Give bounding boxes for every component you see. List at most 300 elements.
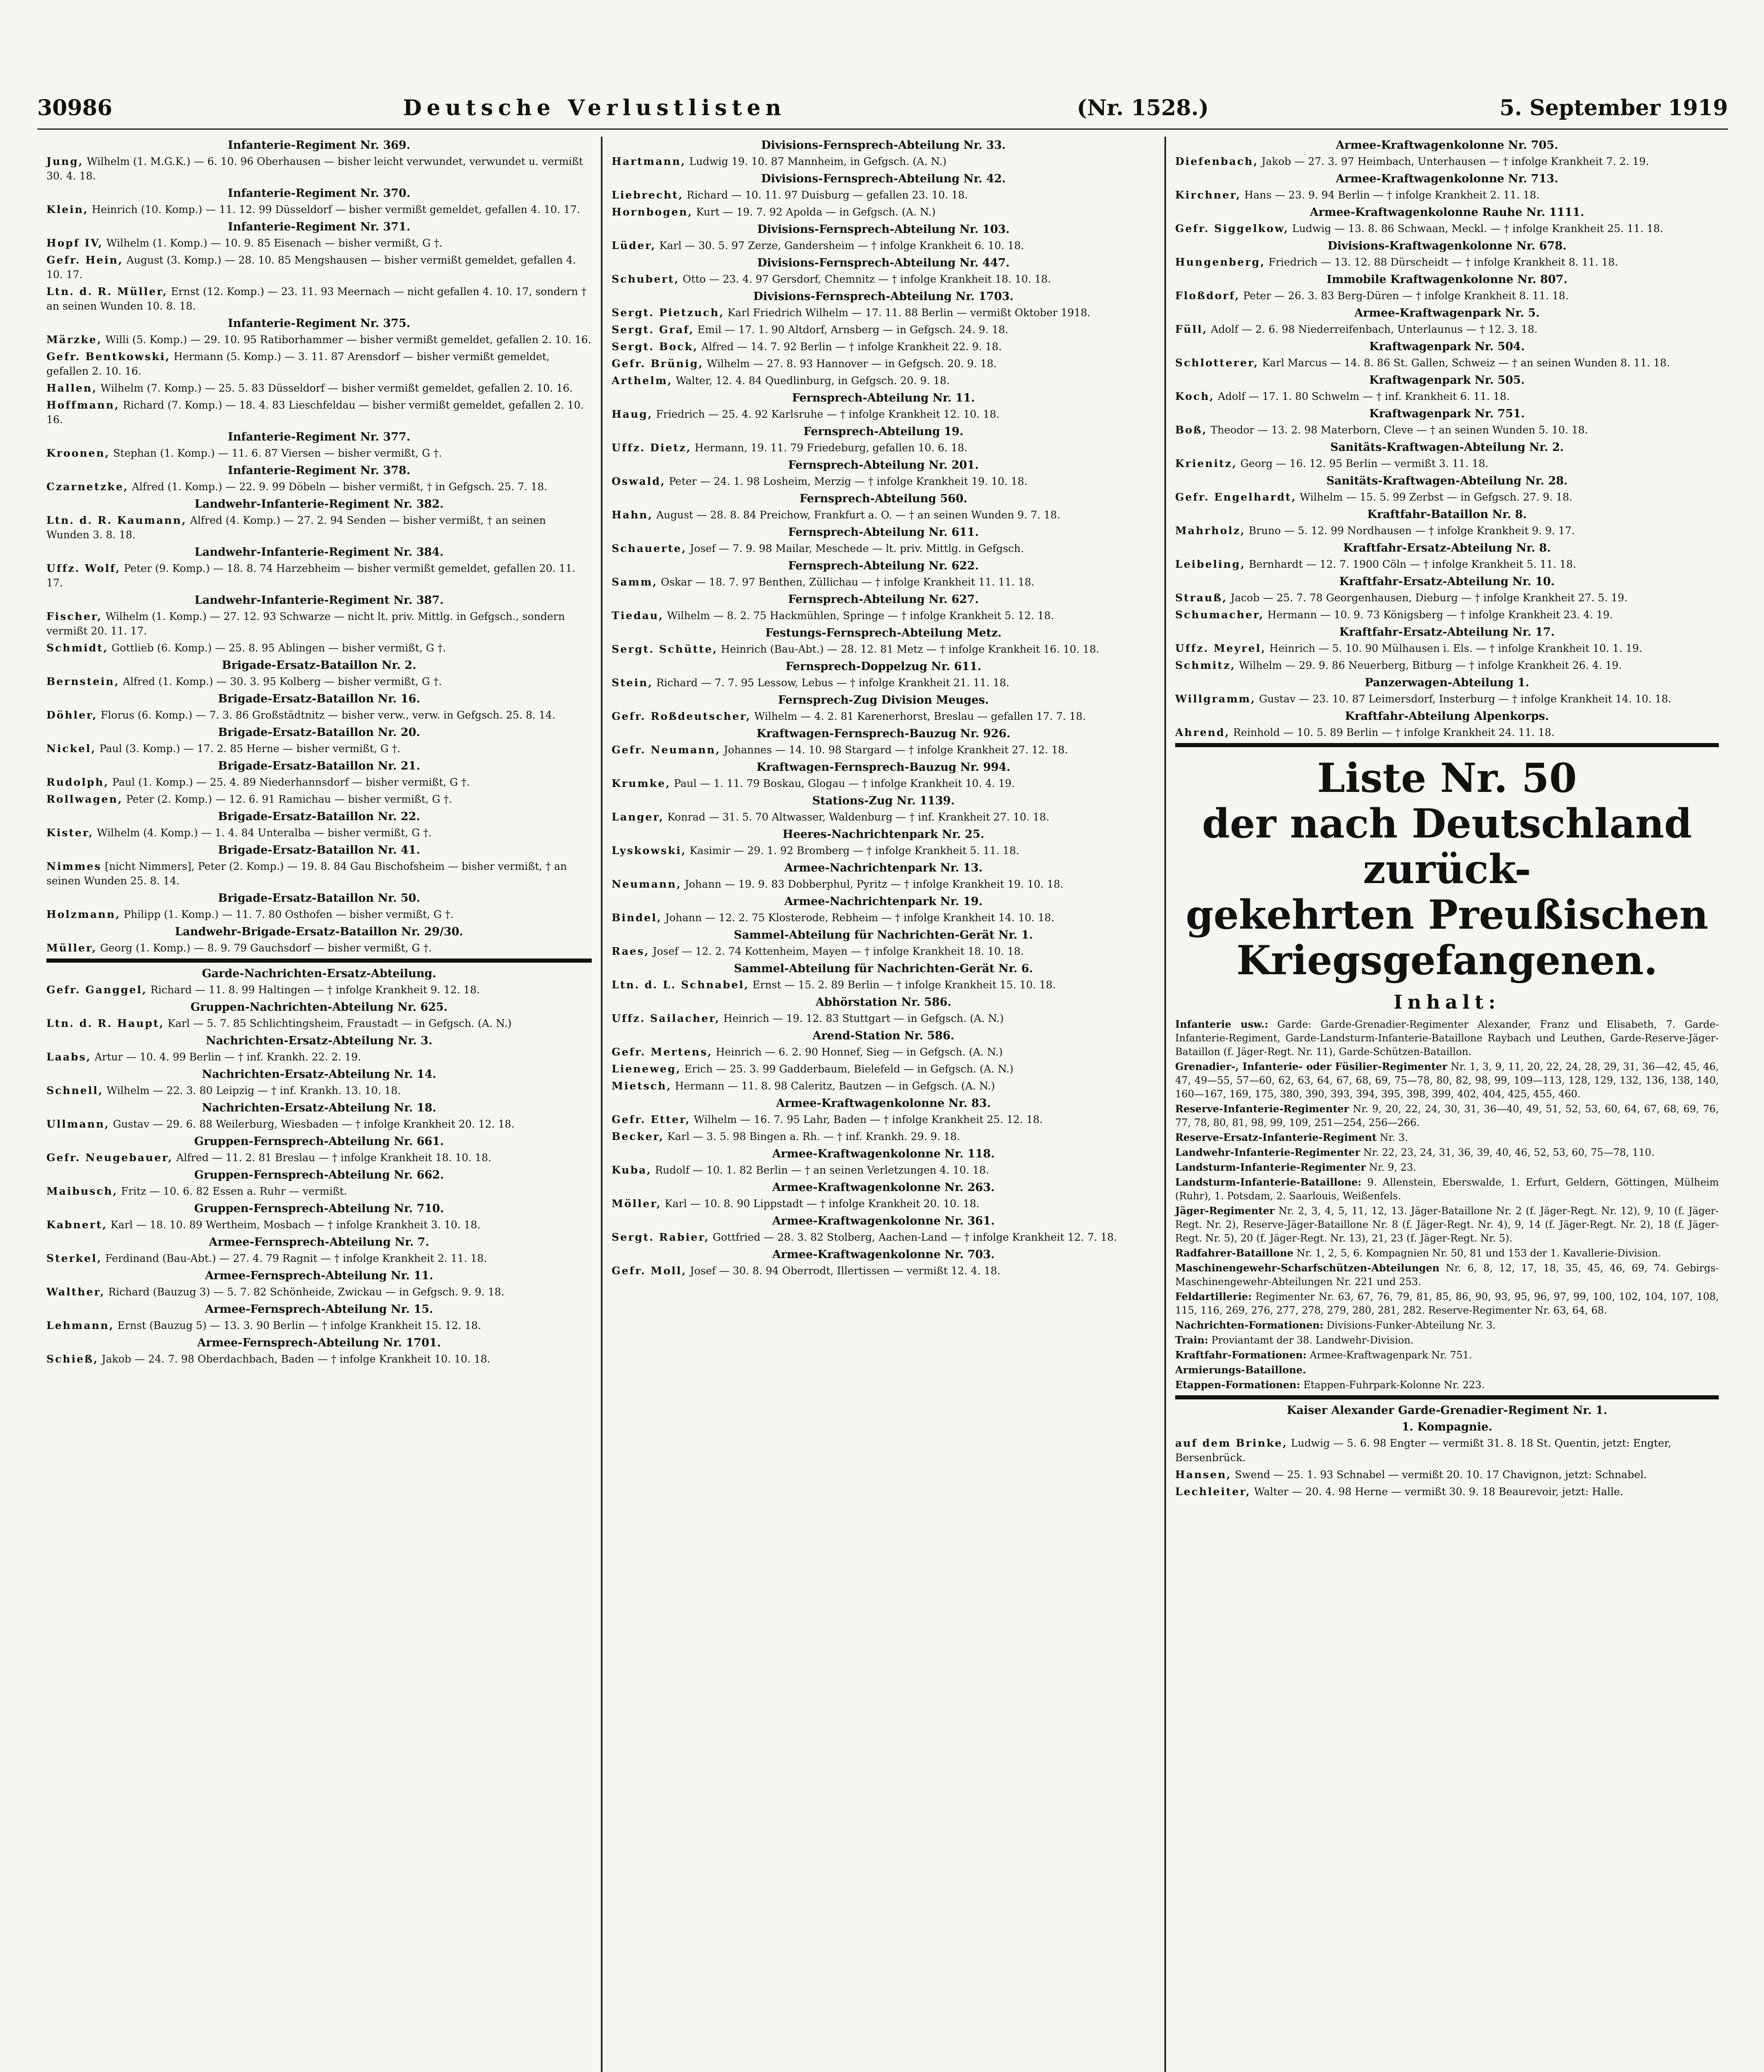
contents-text: Nr. 2, 3, 4, 5, 11, 12, 13. Jäger-Bataillone Nr. 2 (f. Jäger-Regt. Nr. 12), 9, 10 (f. Jäger-Regt. Nr. 2), Reserve-Jäger-Bataillone Nr. 8 (f. Jäger-Regt. Nr. 4), 9, 14 (f. Jäger-Regt. Nr. 2), 18 (f. Jäger-Regt. Nr. 5), 20 (f. Jäger-Regt. Nr. 13), 21, 23 (f. Jäger-Regt. Nr. 5). (1175, 1205, 1719, 1244)
unit-heading: Landwehr-Infanterie-Regiment Nr. 384. (194, 546, 444, 559)
casualty-details: Adolf — 2. 6. 98 Niederreifenbach, Unterlaunus — † 12. 3. 18. (1211, 323, 1538, 335)
casualty-details: Gustav — 23. 10. 87 Leimersdorf, Insterburg — † infolge Krankheit 14. 10. 18. (1259, 693, 1672, 705)
casualty-details: Emil — 17. 1. 90 Altdorf, Arnsberg — in Gefgsch. 24. 9. 18. (697, 324, 1009, 336)
contents-label: Armierungs-Bataillone. (1175, 1364, 1306, 1376)
casualty-name: Haug, (612, 408, 653, 420)
issue-number: (Nr. 1528.) (1077, 95, 1209, 121)
casualty-entry (1175, 322, 1719, 336)
casualty-entry (612, 1264, 1155, 1278)
unit-heading: Sammel-Abteilung für Nachrichten-Gerät Nr. 6. (734, 962, 1033, 975)
casualty-details: Heinrich — 5. 10. 90 Mülhausen i. Els. — † infolge Krankheit 10. 1. 19. (1269, 642, 1642, 654)
casualty-entry (1175, 692, 1719, 706)
unit-heading: Brigade-Ersatz-Bataillon Nr. 2. (222, 659, 416, 672)
casualty-name: Hoffmann, (46, 399, 120, 411)
unit-heading: Armee-Kraftwagenkolonne Nr. 263. (772, 1181, 995, 1194)
unit-heading: Abhörstation Nr. 586. (815, 996, 951, 1009)
casualty-entry (46, 253, 592, 282)
casualty-details: Kasimir — 29. 1. 92 Bromberg — † infolge Krankheit 5. 11. 18. (690, 845, 1019, 857)
casualty-details: Walter, 12. 4. 84 Quedlinburg, in Gefgsch. 20. 9. 18. (675, 375, 950, 387)
contents-item (1175, 1348, 1719, 1362)
casualty-details: Jacob — 25. 7. 78 Georgenhausen, Dieburg — † infolge Krankheit 27. 5. 19. (1230, 592, 1628, 604)
contents-text: Nr. 9, 20, 22, 24, 30, 31, 36—40, 49, 51, 52, 53, 60, 64, 67, 68, 69, 76, 77, 78, 80, 81, 98, 99, 109, 251—254, 256—266. (1175, 1103, 1719, 1128)
casualty-entry (1175, 188, 1719, 202)
casualty-details: Karl — 18. 10. 89 Wertheim, Mosbach — † infolge Krankheit 3. 10. 18. (110, 1219, 481, 1231)
casualty-name: Rudolph, (46, 776, 109, 788)
casualty-entry (46, 1218, 592, 1232)
casualty-name: Czarnetzke, (46, 481, 129, 493)
unit-heading: Fernsprech-Abteilung 19. (803, 425, 963, 438)
casualty-details: Paul (1. Komp.) — 25. 4. 89 Niederhannsdorf — bisher vermißt, G †. (112, 776, 470, 788)
issue-date: 5. September 1919 (1499, 95, 1728, 121)
contents-item (1175, 1145, 1719, 1159)
casualty-details: Heinrich (Bau-Abt.) — 28. 12. 81 Metz — † infolge Krankheit 16. 10. 18. (721, 643, 1099, 655)
casualty-entry (612, 877, 1155, 891)
casualty-details: Wilhelm (1. M.G.K.) — 6. 10. 96 Oberhausen — bisher leicht verwundet, verwundet u. vermißt 30. 4. 18. (46, 155, 583, 182)
casualty-entry (612, 238, 1155, 253)
casualty-details: Heinrich — 19. 12. 83 Stuttgart — in Gefgsch. (A. N.) (723, 1012, 1004, 1024)
unit-heading: Landwehr-Infanterie-Regiment Nr. 387. (194, 594, 444, 607)
casualty-name: Uffz. Dietz, (612, 442, 692, 454)
casualty-details: Wilhelm — 27. 8. 93 Hannover — in Gefgsch. 20. 9. 18. (707, 358, 997, 370)
contents-label: Feldartillerie: (1175, 1290, 1252, 1302)
casualty-entry (612, 272, 1155, 286)
unit-heading: Fernsprech-Abteilung Nr. 622. (788, 559, 979, 572)
unit-heading: Armee-Kraftwagenkolonne Nr. 705. (1336, 139, 1558, 152)
casualty-entry (46, 708, 592, 722)
casualty-entry (1175, 423, 1719, 437)
contents-label: Landwehr-Infanterie-Regimenter (1175, 1146, 1360, 1158)
contents-item (1175, 1378, 1719, 1392)
casualty-entry (612, 356, 1155, 371)
casualty-name: Samm, (612, 576, 658, 588)
casualty-name: Nimmes (46, 860, 102, 872)
contents-text: Armee-Kraftwagenpark Nr. 751. (1309, 1349, 1472, 1361)
casualty-entry (612, 1129, 1155, 1144)
casualty-entry (46, 446, 592, 460)
unit-heading: Fernsprech-Doppelzug Nr. 611. (785, 660, 982, 673)
casualty-details: Bernhardt — 12. 7. 1900 Cöln — † infolge Krankheit 5. 11. 18. (1249, 558, 1576, 570)
casualty-details: Willi (5. Komp.) — 29. 10. 95 Ratiborhammer — bisher vermißt gemeldet, gefallen 2. 10. 16. (105, 334, 591, 346)
casualty-entry (46, 381, 592, 395)
contents-item (1175, 1175, 1719, 1203)
contents-label: Radfahrer-Bataillone (1175, 1247, 1294, 1259)
contents-item (1175, 1261, 1719, 1289)
casualty-entry (1175, 356, 1719, 370)
casualty-name: Krienitz, (1175, 457, 1237, 470)
casualty-name: Gefr. Moll, (612, 1265, 687, 1277)
contents-item (1175, 1102, 1719, 1130)
unit-heading: Armee-Kraftwagenkolonne Nr. 713. (1336, 172, 1558, 185)
casualty-entry (46, 609, 592, 638)
casualty-name: Schieß, (46, 1353, 99, 1365)
unit-heading: Nachrichten-Ersatz-Abteilung Nr. 18. (202, 1101, 436, 1114)
casualty-entry (612, 575, 1155, 589)
casualty-details: Wilhelm (1. Komp.) — 10. 9. 85 Eisenach — bisher vermißt, G †. (106, 237, 443, 249)
prisoner-name: auf dem Brinke, (1175, 1437, 1288, 1449)
casualty-details: Alfred (4. Komp.) — 27. 2. 94 Senden — bisher vermißt, † an seinen Wunden 3. 8. 18. (46, 514, 546, 541)
casualty-name: Schumacher, (1175, 609, 1264, 621)
unit-heading: Armee-Nachrichtenpark Nr. 13. (784, 862, 983, 874)
liste-title-line: Kriegsgefangenen. (1236, 937, 1658, 984)
casualty-details: Friedrich — 13. 12. 88 Dürscheidt — † infolge Krankheit 8. 11. 18. (1268, 256, 1618, 268)
casualty-details: Gottlieb (6. Komp.) — 25. 8. 95 Ablingen — bisher vermißt, G †. (111, 642, 446, 654)
contents-item (1175, 1290, 1719, 1317)
contents-list (1175, 1017, 1719, 1392)
contents-text: Divisions-Funker-Abteilung Nr. 3. (1326, 1319, 1496, 1331)
casualty-name: Stein, (612, 677, 653, 689)
casualty-name: Willgramm, (1175, 693, 1256, 705)
unit-heading: Fernsprech-Zug Division Meuges. (778, 694, 989, 707)
casualty-entry (46, 741, 592, 756)
casualty-details: Karl Friedrich Wilhelm — 17. 11. 88 Berlin — vermißt Oktober 1918. (727, 307, 1091, 319)
casualty-entry (1175, 456, 1719, 471)
casualty-name: Mietsch, (612, 1080, 672, 1092)
casualty-entry (1175, 154, 1719, 169)
unit-heading: Heeres-Nachrichtenpark Nr. 25. (782, 828, 985, 841)
casualty-entry (612, 441, 1155, 455)
unit-heading: Kraftwagenpark Nr. 751. (1369, 407, 1525, 420)
company-heading: 1. Kompagnie. (1401, 1421, 1493, 1433)
unit-heading: Kraftwagen-Fernsprech-Bauzug Nr. 994. (756, 761, 1011, 774)
unit-heading: Gruppen-Fernsprech-Abteilung Nr. 710. (194, 1202, 444, 1215)
unit-heading: Kraftwagenpark Nr. 504. (1369, 340, 1525, 353)
unit-heading: Brigade-Ersatz-Bataillon Nr. 50. (218, 892, 420, 905)
casualty-name: Sergt. Graf, (612, 324, 694, 336)
casualty-name: Uffz. Meyrel, (1175, 642, 1266, 654)
casualty-entry (1175, 557, 1719, 571)
casualty-details: Reinhold — 10. 5. 89 Berlin — † infolge Krankheit 24. 11. 18. (1233, 726, 1555, 738)
unit-heading: Armee-Kraftwagenpark Nr. 5. (1354, 307, 1540, 320)
unit-heading: Armee-Fernsprech-Abteilung Nr. 7. (209, 1236, 429, 1249)
casualty-details: Erich — 25. 3. 99 Gadderbaum, Bielefeld — in Gefgsch. (A. N.) (684, 1063, 1014, 1075)
casualty-name: Hahn, (612, 509, 653, 521)
casualty-entry (612, 776, 1155, 791)
casualty-name: Floßdorf, (1175, 290, 1240, 302)
casualty-name: Ltn. d. R. Kaumann, (46, 514, 187, 526)
unit-heading: Armee-Kraftwagenkolonne Nr. 83. (776, 1097, 991, 1110)
casualty-entry (612, 1196, 1155, 1211)
unit-heading: Fernsprech-Abteilung Nr. 11. (792, 392, 975, 404)
casualty-details: Paul — 1. 11. 79 Boskau, Glogau — † infolge Krankheit 10. 4. 19. (674, 777, 1015, 789)
unit-heading: Kraftfahr-Ersatz-Abteilung Nr. 8. (1343, 542, 1551, 554)
unit-heading: Divisions-Fernsprech-Abteilung Nr. 103. (757, 223, 1010, 236)
casualty-entry (46, 561, 592, 590)
casualty-name: Ltn. d. R. Haupt, (46, 1017, 165, 1029)
casualty-entry (46, 825, 592, 840)
casualty-name: Kroonen, (46, 447, 110, 459)
casualty-entry (612, 205, 1155, 219)
casualty-name: Hungenberg, (1175, 256, 1266, 268)
casualty-name: Klein, (46, 203, 89, 215)
casualty-entry (46, 332, 592, 347)
casualty-name: Kister, (46, 827, 94, 839)
prisoner-details: Swend — 25. 1. 93 Schnabel — vermißt 20. 10. 17 Chavignon, jetzt: Schnabel. (1234, 1469, 1647, 1481)
casualty-details: Peter — 24. 1. 98 Losheim, Merzig — † infolge Krankheit 19. 10. 18. (669, 475, 1028, 487)
casualty-details: Wilhelm (4. Komp.) — 1. 4. 84 Unteralba — bisher vermißt, G †. (97, 827, 432, 839)
contents-label: Reserve-Ersatz-Infanterie-Regiment (1175, 1131, 1377, 1143)
unit-heading: Fernsprech-Abteilung Nr. 627. (788, 593, 979, 606)
unit-heading: Fernsprech-Abteilung Nr. 611. (788, 526, 979, 539)
casualty-details: Johann — 19. 9. 83 Dobberphul, Pyritz — † infolge Krankheit 19. 10. 18. (685, 878, 1064, 890)
casualty-name: Lehmann, (46, 1319, 114, 1331)
casualty-name: Schubert, (612, 273, 680, 285)
unit-heading: Gruppen-Fernsprech-Abteilung Nr. 661. (194, 1135, 444, 1148)
casualty-entry (612, 1230, 1155, 1244)
casualty-details: Karl — 5. 7. 85 Schlichtingsheim, Fraustadt — in Gefgsch. (A. N.) (167, 1017, 512, 1029)
casualty-details: Stephan (1. Komp.) — 11. 6. 87 Viersen — bisher vermißt, G †. (113, 447, 442, 459)
casualty-details: Karl — 3. 5. 98 Bingen a. Rh. — † inf. Krankh. 29. 9. 18. (667, 1130, 960, 1143)
casualty-details: Hermann, 19. 11. 79 Friedeburg, gefallen 10. 6. 18. (694, 442, 968, 454)
casualty-entry (1175, 725, 1719, 740)
casualty-details: Richard — 7. 7. 95 Lessow, Lebus — † infolge Krankheit 21. 11. 18. (656, 677, 1009, 689)
casualty-name: Diefenbach, (1175, 155, 1258, 167)
unit-heading: Nachrichten-Ersatz-Abteilung Nr. 3. (206, 1034, 433, 1047)
column-1 (37, 137, 601, 2072)
contents-text: Nr. 22, 23, 24, 31, 36, 39, 40, 46, 52, 53, 60, 75—78, 110. (1363, 1147, 1655, 1158)
contents-item (1175, 1160, 1719, 1174)
casualty-name: Müller, (46, 942, 97, 954)
unit-heading: Stations-Zug Nr. 1139. (812, 794, 955, 807)
casualty-details: August — 28. 8. 84 Preichow, Frankfurt a. O. — † an seinen Wunden 9. 7. 18. (656, 509, 1060, 521)
contents-text: Nr. 9, 23. (1369, 1162, 1416, 1173)
casualty-entry (612, 675, 1155, 690)
casualty-entry (46, 1251, 592, 1266)
casualty-details: Richard — 10. 11. 97 Duisburg — gefallen 23. 10. 18. (687, 189, 968, 201)
unit-heading: Kraftwagenpark Nr. 505. (1369, 374, 1525, 387)
casualty-details: Peter (2. Komp.) — 12. 6. 91 Ramichau — bisher vermißt, G †. (126, 793, 452, 805)
casualty-name: Lieneweg, (612, 1063, 681, 1075)
casualty-details: Gustav — 29. 6. 88 Weilerburg, Wiesbaden — † infolge Krankheit 20. 12. 18. (113, 1118, 515, 1130)
casualty-name: Gefr. Etter, (612, 1113, 691, 1126)
casualty-name: Gefr. Roßdeutscher, (612, 710, 751, 722)
casualty-name: Gefr. Ganggel, (46, 984, 148, 996)
unit-heading: Armee-Fernsprech-Abteilung Nr. 15. (205, 1303, 433, 1316)
casualty-entry (46, 674, 592, 689)
casualty-name: Schauerte, (612, 542, 687, 554)
prisoner-name: Hansen, (1175, 1469, 1232, 1481)
casualty-name: Gefr. Neumann, (612, 744, 721, 756)
casualty-entry (46, 641, 592, 655)
casualty-details: Rudolf — 10. 1. 82 Berlin — † an seinen Verletzungen 4. 10. 18. (655, 1164, 989, 1176)
contents-label: Landsturm-Infanterie-Bataillone: (1175, 1176, 1362, 1188)
casualty-entry (46, 941, 592, 955)
casualty-entry (1175, 641, 1719, 656)
unit-heading: Divisions-Kraftwagenkolonne Nr. 678. (1327, 240, 1567, 252)
prisoner-details: Walter — 20. 4. 98 Herne — vermißt 30. 9. 18 Beaurevoir, jetzt: Halle. (1254, 1486, 1624, 1498)
casualty-name: Gefr. Engelhardt, (1175, 491, 1297, 503)
casualty-details: Josef — 7. 9. 98 Mailar, Meschede — lt. priv. Mittlg. in Gefgsch. (690, 542, 1024, 554)
casualty-entry (46, 907, 592, 922)
casualty-entry (612, 339, 1155, 354)
casualty-details: Josef — 12. 2. 74 Kottenheim, Mayen — † infolge Krankheit 18. 10. 18. (653, 945, 1024, 957)
contents-heading: Inhalt: (1394, 991, 1500, 1013)
casualty-entry (1175, 608, 1719, 622)
contents-item (1175, 1318, 1719, 1332)
casualty-entry (46, 792, 592, 806)
casualty-details: Hermann — 10. 9. 73 Königsberg — † infolge Krankheit 23. 4. 19. (1267, 609, 1613, 621)
prisoner-name: Lechleiter, (1175, 1486, 1251, 1498)
casualty-name: Fischer, (46, 610, 102, 622)
casualty-entry (46, 398, 592, 427)
unit-heading: Gruppen-Fernsprech-Abteilung Nr. 662. (194, 1169, 444, 1181)
casualty-entry (612, 373, 1155, 388)
unit-heading: Infanterie-Regiment Nr. 370. (227, 187, 411, 200)
casualty-name: Möller, (612, 1198, 662, 1210)
casualty-entry (46, 1285, 592, 1299)
contents-label: Reserve-Infanterie-Regimenter (1175, 1103, 1349, 1115)
casualty-details: Heinrich (10. Komp.) — 11. 12. 99 Düsseldorf — bisher vermißt gemeldet, gefallen 4. 10. 17. (92, 203, 580, 215)
casualty-details: Philipp (1. Komp.) — 11. 7. 80 Osthofen — bisher vermißt, G †. (123, 908, 454, 920)
casualty-name: Rollwagen, (46, 793, 123, 805)
casualty-entry (612, 709, 1155, 724)
casualty-details: Georg — 16. 12. 95 Berlin — vermißt 3. 11. 18. (1240, 457, 1488, 470)
unit-heading: Divisions-Fernsprech-Abteilung Nr. 42. (761, 172, 1006, 185)
casualty-entry (612, 1163, 1155, 1177)
casualty-details: Oskar — 18. 7. 97 Benthen, Züllichau — † infolge Krankheit 11. 11. 18. (661, 576, 1035, 588)
casualty-entry (46, 1016, 592, 1031)
casualty-details: Josef — 30. 8. 94 Oberrodt, Illertissen — vermißt 12. 4. 18. (690, 1265, 1001, 1277)
casualty-entry (612, 1045, 1155, 1059)
casualty-details: Wilhelm — 16. 7. 95 Lahr, Baden — † infolge Krankheit 25. 12. 18. (694, 1113, 1043, 1126)
casualty-name: Walther, (46, 1286, 105, 1298)
casualty-entry (612, 305, 1155, 320)
casualty-entry (46, 236, 592, 250)
casualty-details: Hans — 23. 9. 94 Berlin — † infolge Krankheit 2. 11. 18. (1244, 189, 1540, 201)
casualty-name: Gefr. Brünig, (612, 358, 704, 370)
casualty-details: Wilhelm — 29. 9. 86 Neuerberg, Bitburg — † infolge Krankheit 26. 4. 19. (1239, 659, 1622, 671)
casualty-details: Paul (3. Komp.) — 17. 2. 85 Herne — bisher vermißt, G †. (99, 743, 401, 755)
contents-text: Proviantamt der 38. Landwehr-Division. (1211, 1334, 1414, 1346)
casualty-details: Peter (9. Komp.) — 18. 8. 74 Harzebheim — bisher vermißt gemeldet, gefallen 20. 11. 17. (46, 562, 576, 589)
casualty-name: Döhler, (46, 709, 97, 721)
casualty-details: Ludwig — 13. 8. 86 Schwaan, Meckl. — † infolge Krankheit 25. 11. 18. (1292, 223, 1663, 235)
contents-text: Nr. 1, 2, 5, 6. Kompagnien Nr. 50, 81 und 153 der 1. Kavallerie-Division. (1296, 1247, 1661, 1259)
unit-heading: Armee-Nachrichtenpark Nr. 19. (784, 895, 983, 908)
column-2 (601, 137, 1164, 2072)
casualty-name: Märzke, (46, 334, 102, 346)
casualty-name: Holzmann, (46, 908, 121, 920)
casualty-entry (1175, 523, 1719, 538)
unit-heading: Garde-Nachrichten-Ersatz-Abteilung. (202, 967, 436, 980)
casualty-details: Ferdinand (Bau-Abt.) — 27. 4. 79 Ragnit — † infolge Krankheit 2. 11. 18. (105, 1252, 487, 1264)
casualty-entry (46, 1117, 592, 1131)
casualty-name: Schmitz, (1175, 659, 1236, 671)
casualty-details: Jakob — 27. 3. 97 Heimbach, Unterhausen — † infolge Krankheit 7. 2. 19. (1261, 155, 1649, 167)
contents-text: Garde: Garde-Grenadier-Regimenter Alexander, Franz und Elisabeth, 7. Garde-Infanterie-Regiment, Garde-Landsturm-Infanterie-Bataillone Raybach und Leuthen, Garde-Reserve-Jäger-Bataillon (f. Jäger-Regt. Nr. 11), Garde-Schützen-Bataillon. (1175, 1019, 1719, 1058)
casualty-entry (612, 474, 1155, 489)
casualty-entry (46, 349, 592, 378)
casualty-details: Alfred (1. Komp.) — 22. 9. 99 Döbeln — bisher vermißt, † in Gefgsch. 25. 7. 18. (132, 481, 547, 493)
unit-heading: Armee-Kraftwagenkolonne Nr. 118. (772, 1147, 995, 1160)
casualty-name: Bernstein, (46, 675, 120, 687)
contents-text: 9. Allenstein, Eberswalde, 1. Erfurt, Geldern, Göttingen, Mülheim (Ruhr), 1. Potsdam, 2. Saarlouis, Weißenfels. (1175, 1176, 1719, 1202)
casualty-entry (1175, 288, 1719, 303)
unit-heading: Infanterie-Regiment Nr. 369. (227, 139, 411, 152)
casualty-details: Karl — 30. 5. 97 Zerze, Gandersheim — † infolge Krankheit 6. 10. 18. (659, 240, 1024, 252)
casualty-details: Ernst — 15. 2. 89 Berlin — † infolge Krankheit 15. 10. 18. (752, 979, 1056, 991)
casualty-name: Sterkel, (46, 1252, 102, 1264)
casualty-entry (46, 479, 592, 494)
contents-label: Infanterie usw.: (1175, 1018, 1268, 1030)
casualty-name: Sergt. Bock, (612, 341, 698, 353)
casualty-entry (612, 322, 1155, 337)
unit-heading: Kraftfahr-Ersatz-Abteilung Nr. 17. (1339, 626, 1555, 639)
contents-item (1175, 1060, 1719, 1101)
casualty-entry (46, 983, 592, 997)
casualty-entry (46, 513, 592, 542)
section-rule (1175, 1395, 1719, 1399)
casualty-name: Koch, (1175, 390, 1215, 402)
casualty-name: Leibeling, (1175, 558, 1246, 570)
unit-heading: Infanterie-Regiment Nr. 377. (227, 431, 411, 443)
casualty-details: Wilhelm — 4. 2. 81 Karenerhorst, Breslau — gefallen 17. 7. 18. (754, 710, 1086, 722)
casualty-entry (612, 978, 1155, 992)
casualty-entry (612, 1112, 1155, 1127)
contents-item (1175, 1017, 1719, 1059)
casualty-details: Karl Marcus — 14. 8. 86 St. Gallen, Schweiz — † an seinen Wunden 8. 11. 18. (1262, 357, 1670, 369)
casualty-name: Liebrecht, (612, 189, 684, 201)
casualty-name: Schnell, (46, 1084, 104, 1097)
casualty-details: Karl — 10. 8. 90 Lippstadt — † infolge Krankheit 20. 10. 18. (665, 1198, 980, 1210)
unit-heading: Fernsprech-Abteilung 560. (799, 492, 968, 505)
casualty-name: Kabnert, (46, 1219, 107, 1231)
casualty-name: Maibusch, (46, 1185, 118, 1197)
unit-heading: Divisions-Fernsprech-Abteilung Nr. 447. (757, 257, 1010, 269)
casualty-details: Florus (6. Komp.) — 7. 3. 86 Großstädtnitz — bisher verw., verw. in Gefgsch. 25. 8. 14. (100, 709, 556, 721)
contents-label: Landsturm-Infanterie-Regimenter (1175, 1161, 1366, 1173)
casualty-details: Gottfried — 28. 3. 82 Stolberg, Aachen-Land — † infolge Krankheit 12. 7. 18. (713, 1231, 1117, 1243)
casualty-details: Wilhelm (7. Komp.) — 25. 5. 83 Düsseldorf — bisher vermißt gemeldet, gefallen 2. 10. 16. (100, 382, 573, 394)
casualty-details: Kurt — 19. 7. 92 Apolda — in Gefgsch. (A. N.) (696, 206, 936, 218)
contents-item (1175, 1130, 1719, 1145)
casualty-name: Mahrholz, (1175, 525, 1246, 537)
casualty-name: Sergt. Schütte, (612, 643, 718, 655)
casualty-entry (612, 608, 1155, 623)
contents-item (1175, 1363, 1719, 1377)
unit-heading: Divisions-Fernsprech-Abteilung Nr. 33. (761, 139, 1006, 152)
casualty-name: Bindel, (612, 912, 662, 924)
section-rule (1175, 743, 1719, 747)
casualty-details: Jakob — 24. 7. 98 Oberdachbach, Baden — † infolge Krankheit 10. 10. 18. (102, 1353, 491, 1365)
unit-heading: Kraftwagen-Fernsprech-Bauzug Nr. 926. (756, 727, 1011, 740)
unit-heading: Infanterie-Regiment Nr. 378. (227, 464, 411, 477)
unit-heading: Brigade-Ersatz-Bataillon Nr. 21. (218, 760, 420, 772)
casualty-details: Hermann (5. Komp.) — 3. 11. 87 Arensdorf — bisher vermißt gemeldet, gefallen 2. 10. 16. (46, 351, 550, 377)
casualty-entry (46, 775, 592, 789)
casualty-entry (612, 1062, 1155, 1076)
contents-text: Nr. 1, 3, 9, 11, 20, 22, 24, 28, 29, 31, 36—42, 45, 46, 47, 49—55, 57—60, 62, 63, 64, 67, 68, 69, 75—78, 80, 82, 98, 99, 109—113, 128, 129, 132, 136, 138, 140, 160—167, 169, 175, 380, 390, 393, 394, 395, 398, 399, 402, 404, 425, 455, 460. (1175, 1061, 1719, 1100)
casualty-details: Wilhelm — 22. 3. 80 Leipzig — † inf. Krankh. 13. 10. 18. (106, 1084, 401, 1097)
casualty-entry (612, 642, 1155, 656)
unit-heading: Landwehr-Brigade-Ersatz-Bataillon Nr. 29/30. (175, 925, 463, 938)
casualty-entry (46, 1150, 592, 1165)
casualty-details: Hermann — 11. 8. 98 Caleritz, Bautzen — in Gefgsch. (A. N.) (675, 1080, 995, 1092)
unit-heading: Armee-Kraftwagenkolonne Nr. 703. (772, 1248, 995, 1261)
regiment-heading: Kaiser Alexander Garde-Grenadier-Regiment Nr. 1. (1287, 1404, 1607, 1417)
casualty-name: Lüder, (612, 240, 656, 252)
casualty-name: Hartmann, (612, 155, 686, 167)
casualty-details: Otto — 23. 4. 97 Gersdorf, Chemnitz — † infolge Krankheit 18. 10. 18. (682, 273, 1051, 285)
unit-heading: Panzerwagen-Abteilung 1. (1365, 676, 1529, 689)
casualty-name: Jung, (46, 155, 84, 167)
contents-label: Maschinengewehr-Scharfschützen-Abteilungen (1175, 1262, 1440, 1274)
contents-label: Grenadier-, Infanterie- oder Füsilier-Regimenter (1175, 1060, 1447, 1072)
casualty-entry (46, 1083, 592, 1098)
casualty-name: Strauß, (1175, 592, 1227, 604)
casualty-entry (1175, 658, 1719, 673)
section-rule (46, 959, 592, 963)
contents-item (1175, 1246, 1719, 1260)
